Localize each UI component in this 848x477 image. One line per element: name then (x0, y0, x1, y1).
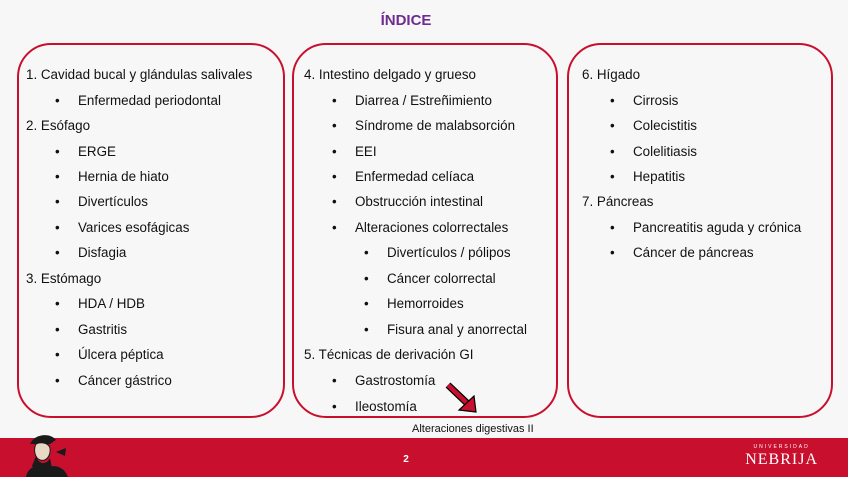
list-item: • Diarrea / Estreñimiento (355, 93, 492, 109)
list-item: • Pancreatitis aguda y crónica (633, 220, 801, 236)
list-item: • Disfagia (78, 245, 126, 261)
page-title: ÍNDICE (380, 12, 432, 29)
list-item: • Hepatitis (633, 169, 685, 185)
page-number: 2 (403, 454, 409, 465)
list-item: • Gastritis (78, 322, 127, 338)
list-item: • Enfermedad celíaca (355, 169, 474, 185)
sub-list-item: • Fisura anal y anorrectal (387, 322, 527, 338)
section-heading: 5. Técnicas de derivación GI (304, 347, 474, 362)
sub-list-item: • Hemorroides (387, 296, 464, 312)
list-item: • Cáncer de páncreas (633, 245, 754, 261)
list-item: • HDA / HDB (78, 296, 145, 312)
list-item: • Síndrome de malabsorción (355, 118, 515, 134)
list-item: • Hernia de hiato (78, 169, 169, 185)
list-item: • Obstrucción intestinal (355, 194, 483, 210)
list-item: • EEI (355, 144, 377, 160)
list-item: • Gastrostomía (355, 373, 435, 389)
section-heading: 7. Páncreas (582, 194, 654, 209)
list-item: • Colelitiasis (633, 144, 697, 160)
list-item: • Varices esofágicas (78, 220, 189, 236)
list-item: • Enfermedad periodontal (78, 93, 221, 109)
list-item: • Cirrosis (633, 93, 678, 109)
arrow-down-right-icon (445, 382, 479, 414)
section-heading: 3. Estómago (26, 271, 102, 286)
brand-sub: UNIVERSIDAD (753, 444, 810, 450)
list-item: • Colecistitis (633, 118, 697, 134)
brand-logo (745, 444, 818, 469)
list-item: • Ileostomía (355, 399, 417, 415)
sub-list-item: • Cáncer colorrectal (387, 271, 496, 287)
section-heading: 6. Hígado (582, 67, 641, 82)
section-heading: 1. Cavidad bucal y glándulas salivales (26, 67, 253, 82)
list-item: • Alteraciones colorrectales (355, 220, 508, 236)
list-item: • Divertículos (78, 194, 148, 210)
list-item: • Úlcera péptica (78, 347, 164, 363)
footer-note: Alteraciones digestivas II (412, 423, 534, 435)
list-item: • ERGE (78, 144, 116, 160)
sub-list-item: • Divertículos / pólipos (387, 245, 511, 261)
section-heading: 4. Intestino delgado y grueso (304, 67, 476, 82)
list-item: • Cáncer gástrico (78, 373, 172, 389)
brand-main: NEBRIJA (745, 451, 818, 468)
section-heading: 2. Esófago (26, 118, 91, 133)
footer-bar (0, 438, 848, 477)
